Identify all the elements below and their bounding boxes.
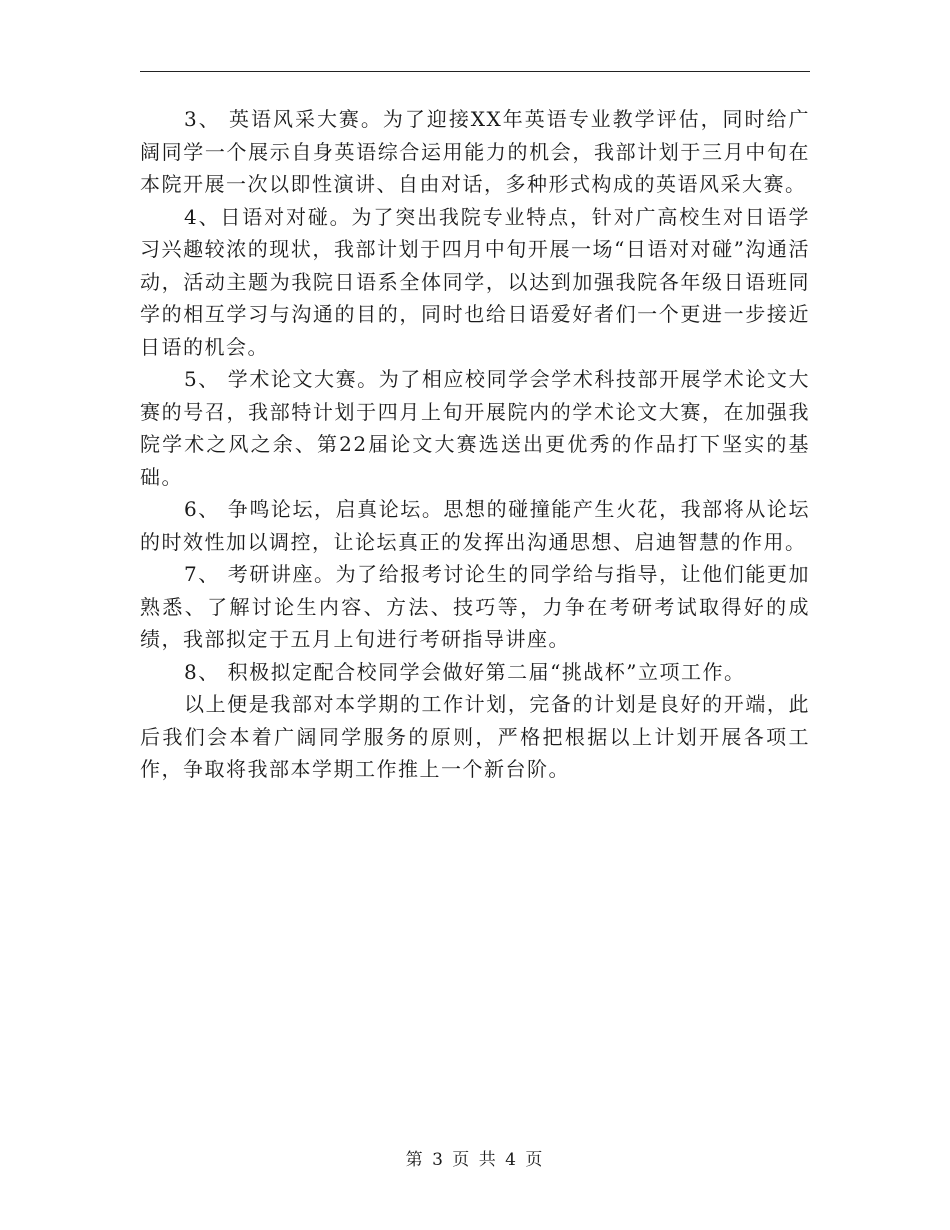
paragraph-conclusion: 以上便是我部对本学期的工作计划，完备的计划是良好的开端，此后我们会本着广阔同学服务的原则，严格把根据以上计划开展各项工作，争取将我部本学期工作推上一个新台阶。 <box>140 692 810 781</box>
paragraph-item-8: 8、 积极拟定配合校同学会做好第二届“挑战杯”立项工作。 <box>184 659 746 684</box>
paragraph-item-7: 7、 考研讲座。为了给报考讨论生的同学给与指导，让他们能更加熟悉、了解讨论生内容、方法、技巧等，力争在考研考试取得好的成绩，我部拟定于五月上旬进行考研指导讲座。 <box>140 562 810 651</box>
document-body <box>140 103 810 786</box>
paragraph-item-6: 6、 争鸣论坛，启真论坛。思想的碰撞能产生火花，我部将从论坛的时效性加以调控，让论坛真正的发挥出沟通思想、启迪智慧的作用。 <box>140 497 810 554</box>
paragraph-item-3: 3、 英语风采大赛。为了迎接XX年英语专业教学评估，同时给广阔同学一个展示自身英语综合运用能力的机会，我部计划于三月中旬在本院开展一次以即性演讲、自由对话，多种形式构成的英语风采大赛。 <box>140 107 810 196</box>
paragraph-item-4: 4、日语对对碰。为了突出我院专业特点，针对广高校生对日语学习兴趣较浓的现状，我部计划于四月中旬开展一场“日语对对碰”沟通活动，活动主题为我院日语系全体同学，以达到加强我院各年级日语班同学的相互学习与沟通的目的，同时也给日语爱好者们一个更进一步接近日语的机会。 <box>140 204 810 359</box>
header-rule <box>140 71 810 72</box>
page-number-footer: 第 3 页 共 4 页 <box>405 1150 545 1170</box>
paragraph-item-5: 5、 学术论文大赛。为了相应校同学会学术科技部开展学术论文大赛的号召，我部特计划于四月上旬开展院内的学术论文大赛，在加强我院学术之风之余、第22届论文大赛选送出更优秀的作品打下坚实的基础。 <box>140 367 810 489</box>
